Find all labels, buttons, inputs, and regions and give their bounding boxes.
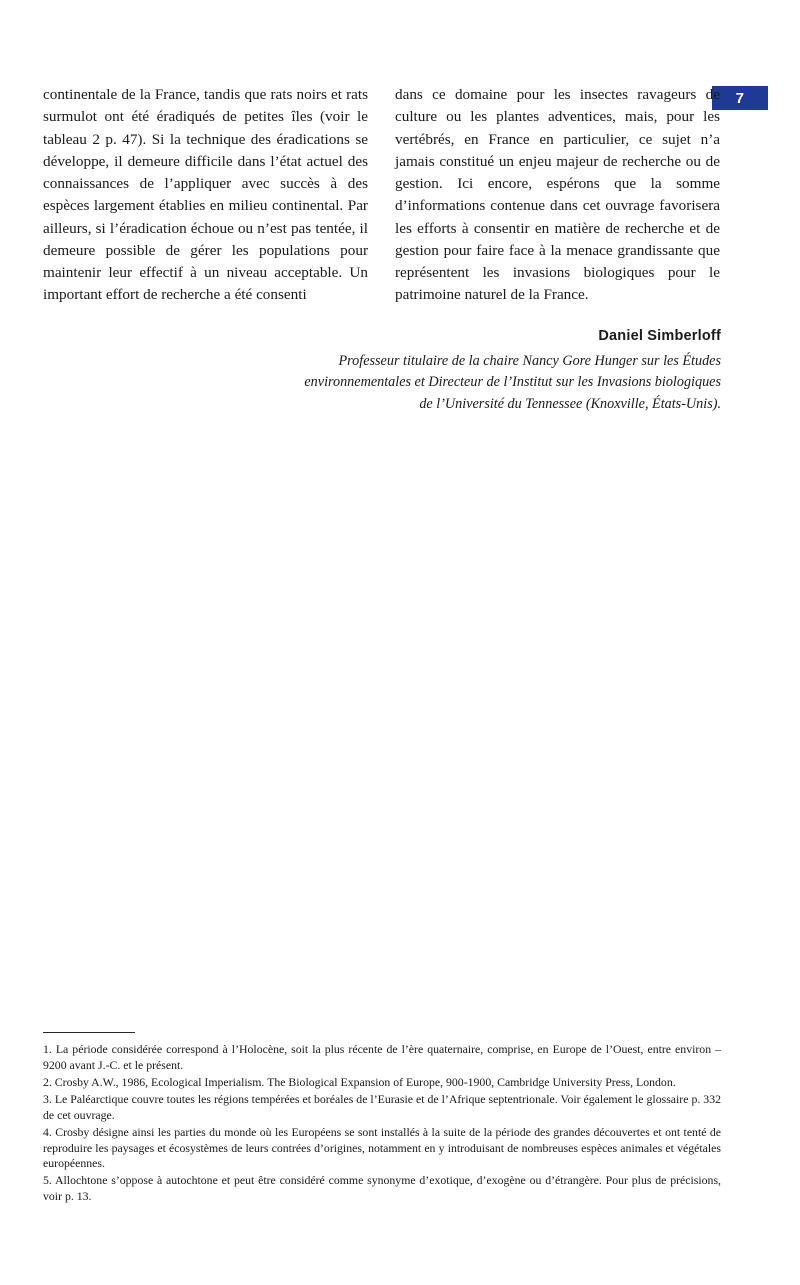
affiliation-line-3: de l’Université du Tennessee (Knoxville, États-Unis). <box>419 395 721 412</box>
author-affiliation <box>270 351 721 415</box>
paragraph-left: continentale de la France, tandis que rats noirs et rats surmulot ont été éradiqués de petites îles (voir le tableau 2 p. 47). Si la technique des éradications se développe, il demeure difficile dans l’état actuel des connaissances de l’appliquer avec succès à des espèces largement établies en milieu continental. Par ailleurs, si l’éradication échoue ou n’est pas tentée, il demeure possible de gérer les populations pour maintenir leur effectif à un niveau acceptable. Un important effort de recherche a été consenti <box>43 86 368 304</box>
footnote-item: 3. Le Paléarctique couvre toutes les régions tempérées et boréales de l’Eurasie et de l’Afrique septentrionale. Voir également le glossaire p. 332 de cet ouvrage. <box>43 1091 721 1122</box>
footnote-item: 1. La période considérée correspond à l’Holocène, soit la plus récente de l’ère quaternaire, comprise, en Europe de l’Ouest, entre environ – 9200 avant J.-C. et le présent. <box>43 1042 721 1072</box>
paragraph-right: dans ce domaine pour les insectes ravageurs de culture ou les plantes adventices, mais, pour les vertébrés, en France en particulier, ce sujet n’a jamais constitué un enjeu majeur de recherche ou de gestion. Ici encore, espérons que la somme d’informations contenue dans cet ouvrage favorisera les efforts à consentir en matière de recherche et de gestion pour faire face à la menace grandissante que représentent les invasions biologiques pour le patrimoine naturel de la France. <box>395 86 720 304</box>
column-right <box>395 84 720 307</box>
footnote-item: 2. Crosby A.W., 1986, Ecological Imperialism. The Biological Expansion of Europe, 900-1900, Cambridge University Press, London. <box>43 1074 676 1089</box>
footnote-separator-rule <box>43 1032 135 1033</box>
affiliation-line-1: Professeur titulaire de la chaire Nancy Gore Hunger sur les Études <box>338 353 721 369</box>
affiliation-line-2: environnementales et Directeur de l’Institut sur les Invasions biologiques <box>304 374 721 391</box>
footnote-item: 5. Allochtone s’oppose à autochtone et peut être considéré comme synonyme d’exotique, d’exogène ou d’étrangère. Pour plus de précisions, voir p. 13. <box>43 1173 721 1204</box>
footnotes-section <box>43 1032 721 1206</box>
author-name: Daniel Simberloff <box>598 328 721 344</box>
column-left <box>43 84 368 307</box>
body-columns <box>43 84 721 307</box>
page-number-badge: 7 <box>712 86 768 110</box>
signature-block <box>270 328 721 415</box>
footnote-item: 4. Crosby désigne ainsi les parties du monde où les Européens se sont installés à la suite de la période des grandes découvertes et ont tenté de reproduire les paysages et écosystèmes de leurs contrées d’origines, notamment en y introduisant de nombreuses espèces animales et végétales européennes. <box>43 1124 721 1171</box>
